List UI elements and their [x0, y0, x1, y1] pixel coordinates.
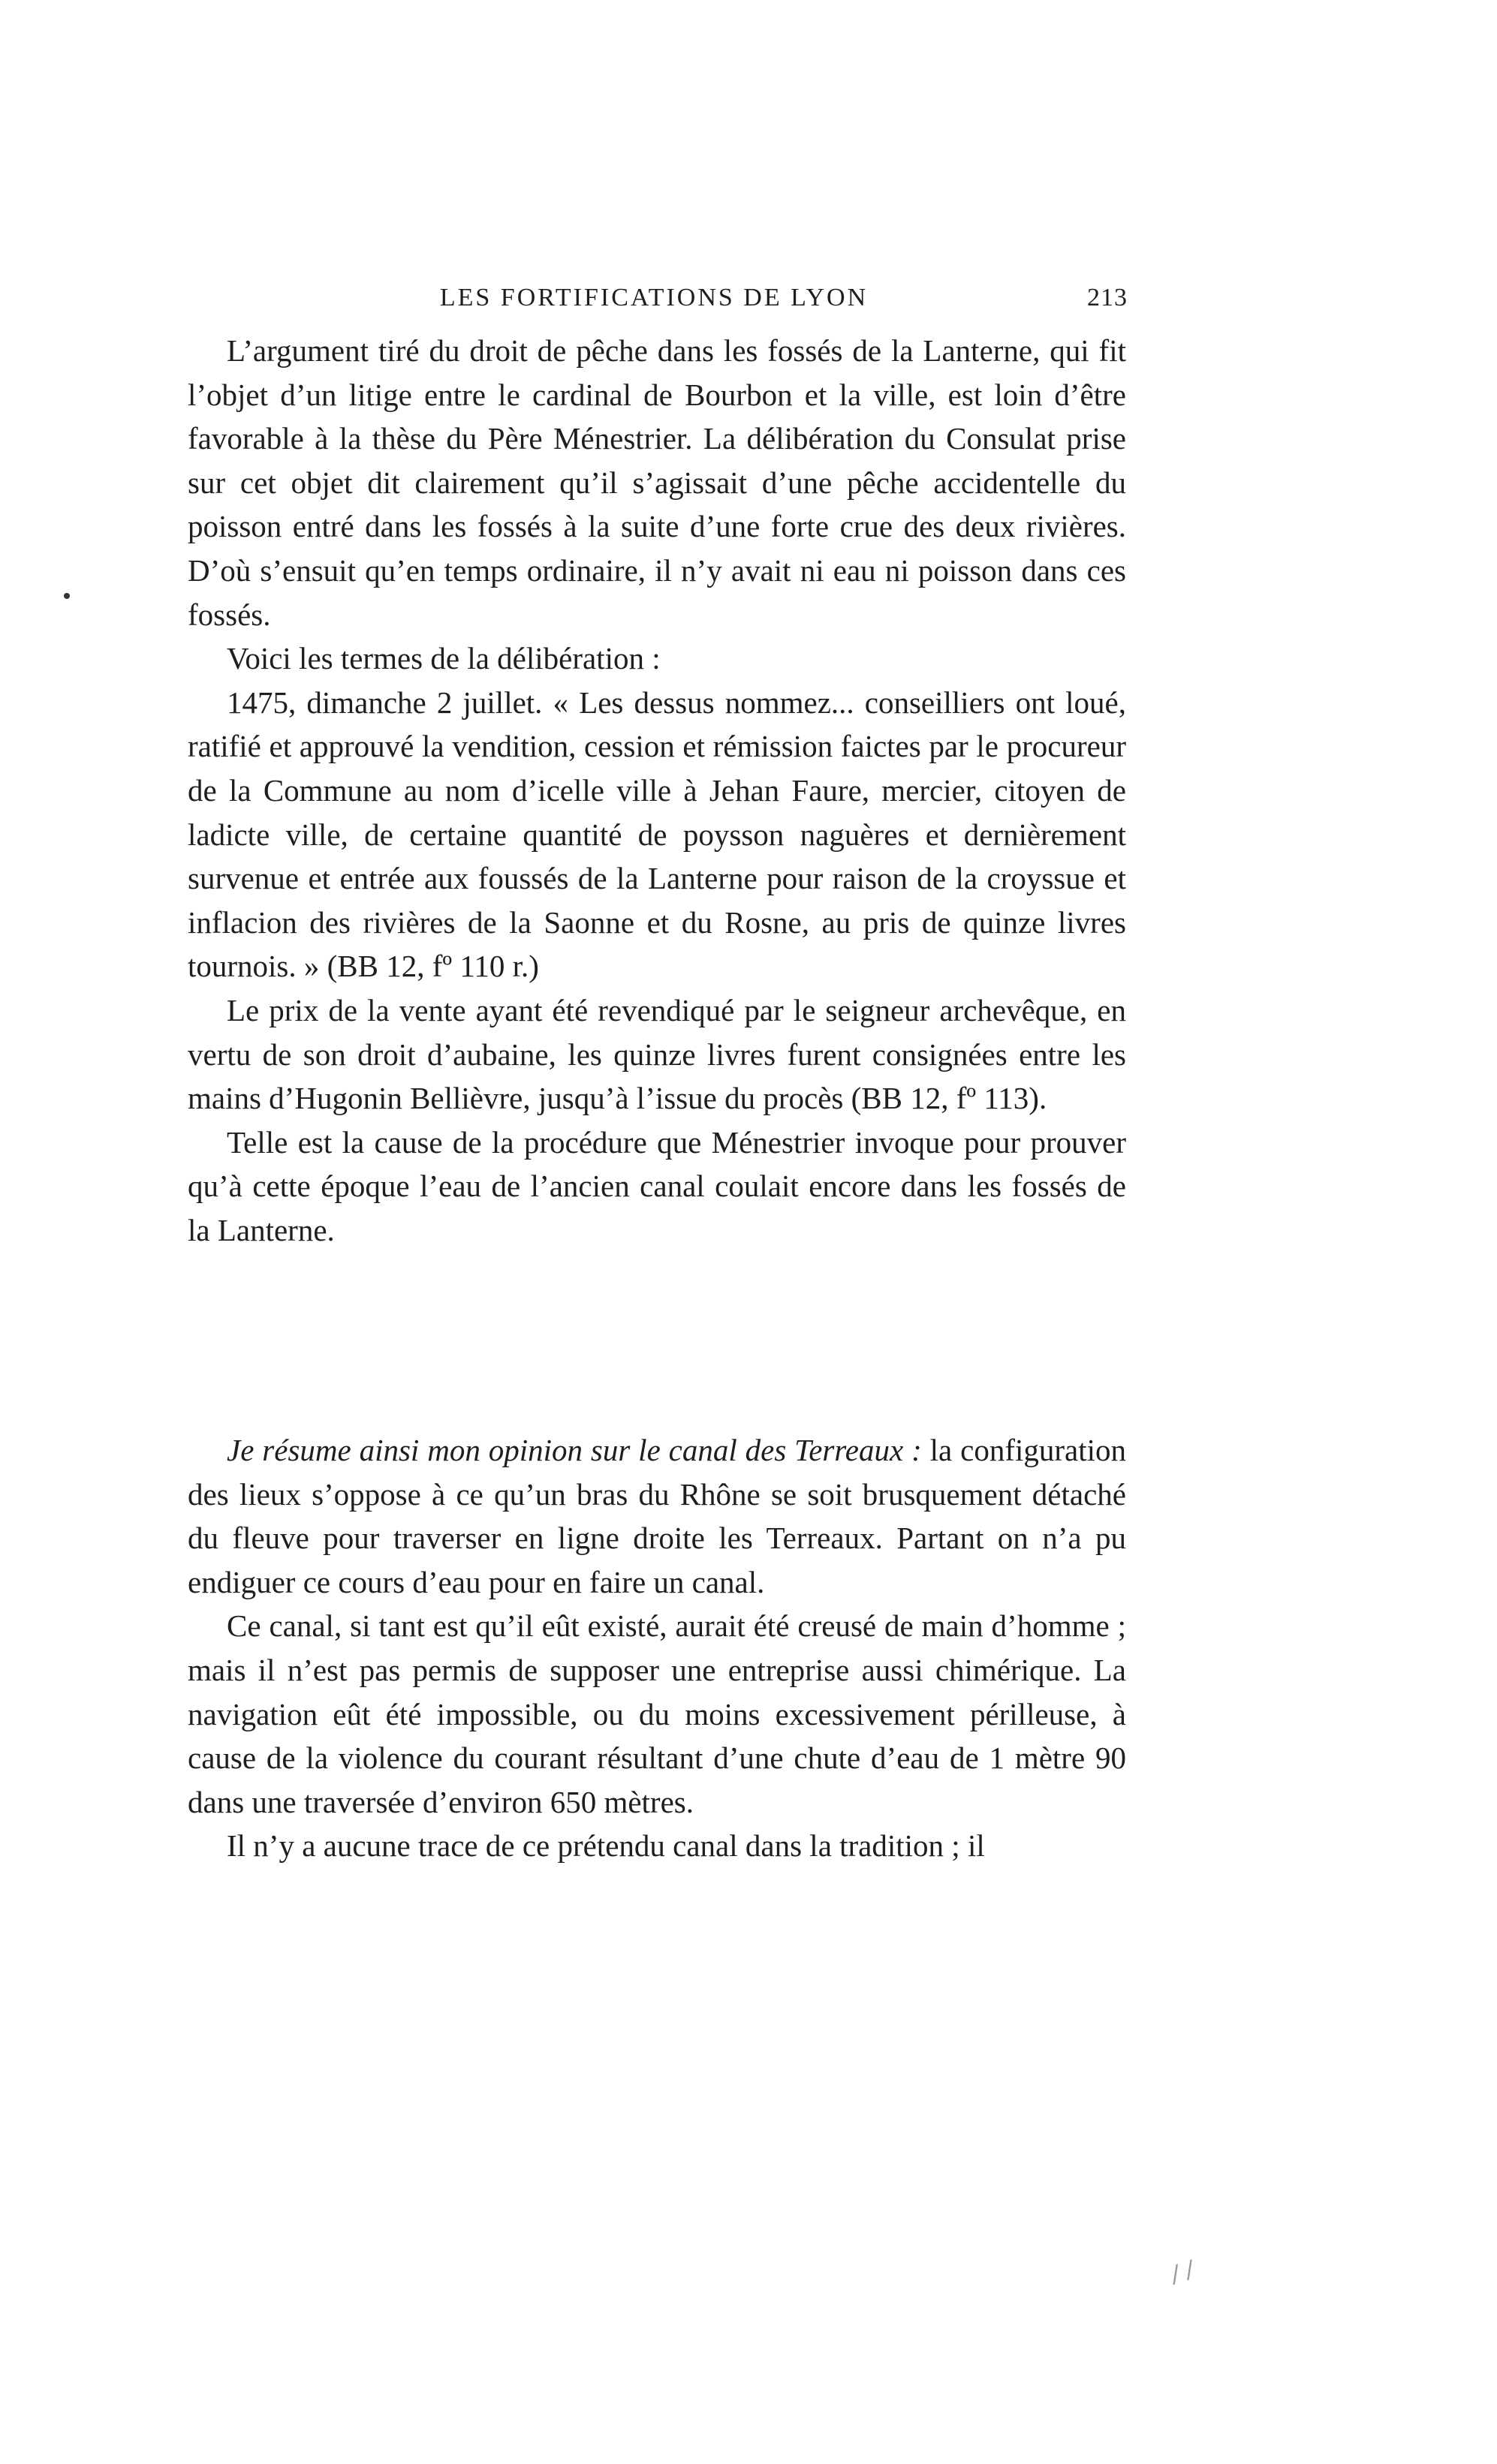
running-head	[180, 284, 1128, 326]
text-section-summary	[188, 1428, 1126, 1868]
summary-paragraph	[188, 1428, 1126, 1604]
page-number: 213	[1087, 284, 1128, 311]
paragraph: Telle est la cause de la procédure que Ménestrier invoque pour prouver qu’à cette époque l’eau de l’ancien canal coulait encore dans les fossés de la Lanterne.	[188, 1124, 1126, 1247]
paragraph: Ce canal, si tant est qu’il eût existé, aurait été creusé de main d’homme ; mais il n’est pas permis de supposer une entreprise aussi chimérique. La navigation eût été impossible, ou du moins excessivement périlleuse, à cause de la violence du courant résultant d’une chute d’eau de 1 mètre 90 dans une traversée d’environ 650 mètres.	[188, 1608, 1126, 1819]
paragraph: Voici les termes de la délibération :	[227, 641, 661, 676]
ink-spot	[64, 593, 70, 599]
text-section-fishing-rights	[188, 329, 1126, 1252]
summary-lead-italic: Je résume ainsi mon opinion sur le canal des Terreaux :	[227, 1433, 922, 1467]
quoted-deliberation: 1475, dimanche 2 juillet. « Les dessus nommez... conseilliers ont loué, ratifié et approuvé la vendition, cession et rémission faictes par le procureur de la Commune au nom d’icelle ville à Jehan Faure, mercier, citoyen de ladicte ville, de certaine quantité de poysson naguères et dernièrement survenue et entrée aux foussés de la Lanterne pour raison de la croyssue et inflacion des rivières de la Saonne et du Rosne, au pris de quinze livres tournois. » (BB 12, fº 110 r.)	[188, 684, 1126, 984]
paragraph: Il n’y a aucune trace de ce prétendu canal dans la tradition ; il	[227, 1828, 985, 1864]
pencil-scribble-mark: / /	[1167, 2256, 1197, 2288]
paragraph: L’argument tiré du droit de pêche dans les fossés de la Lanterne, qui fit l’objet d’un litige entre le cardinal de Bourbon et la ville, est loin d’être favorable à la thèse du Père Ménestrier. La délibération du Consulat prise sur cet objet dit clairement qu’il s’agissait d’une pêche accidentelle du poisson entré dans les fossés à la suite d’une forte crue des deux rivières. D’où s’ensuit qu’en temps ordinaire, il n’y avait ni eau ni poisson dans ces fossés.	[188, 333, 1126, 632]
paragraph: Le prix de la vente ayant été revendiqué par le seigneur archevêque, en vertu de son droit d’aubaine, les quinze livres furent consignées entre les mains d’Hugonin Bellièvre, jusqu’à l’issue du procès (BB 12, fº 113).	[188, 992, 1126, 1116]
summary-lead-text: la configuration des lieux s’oppose à ce qu’un bras du Rhône se soit brusquement détaché du fleuve pour traverser en ligne droite les Terreaux. Partant on n’a pu endiguer ce cours d’eau pour en faire un canal.	[188, 1433, 1127, 1599]
running-title: LES FORTIFICATIONS DE LYON	[439, 284, 869, 311]
